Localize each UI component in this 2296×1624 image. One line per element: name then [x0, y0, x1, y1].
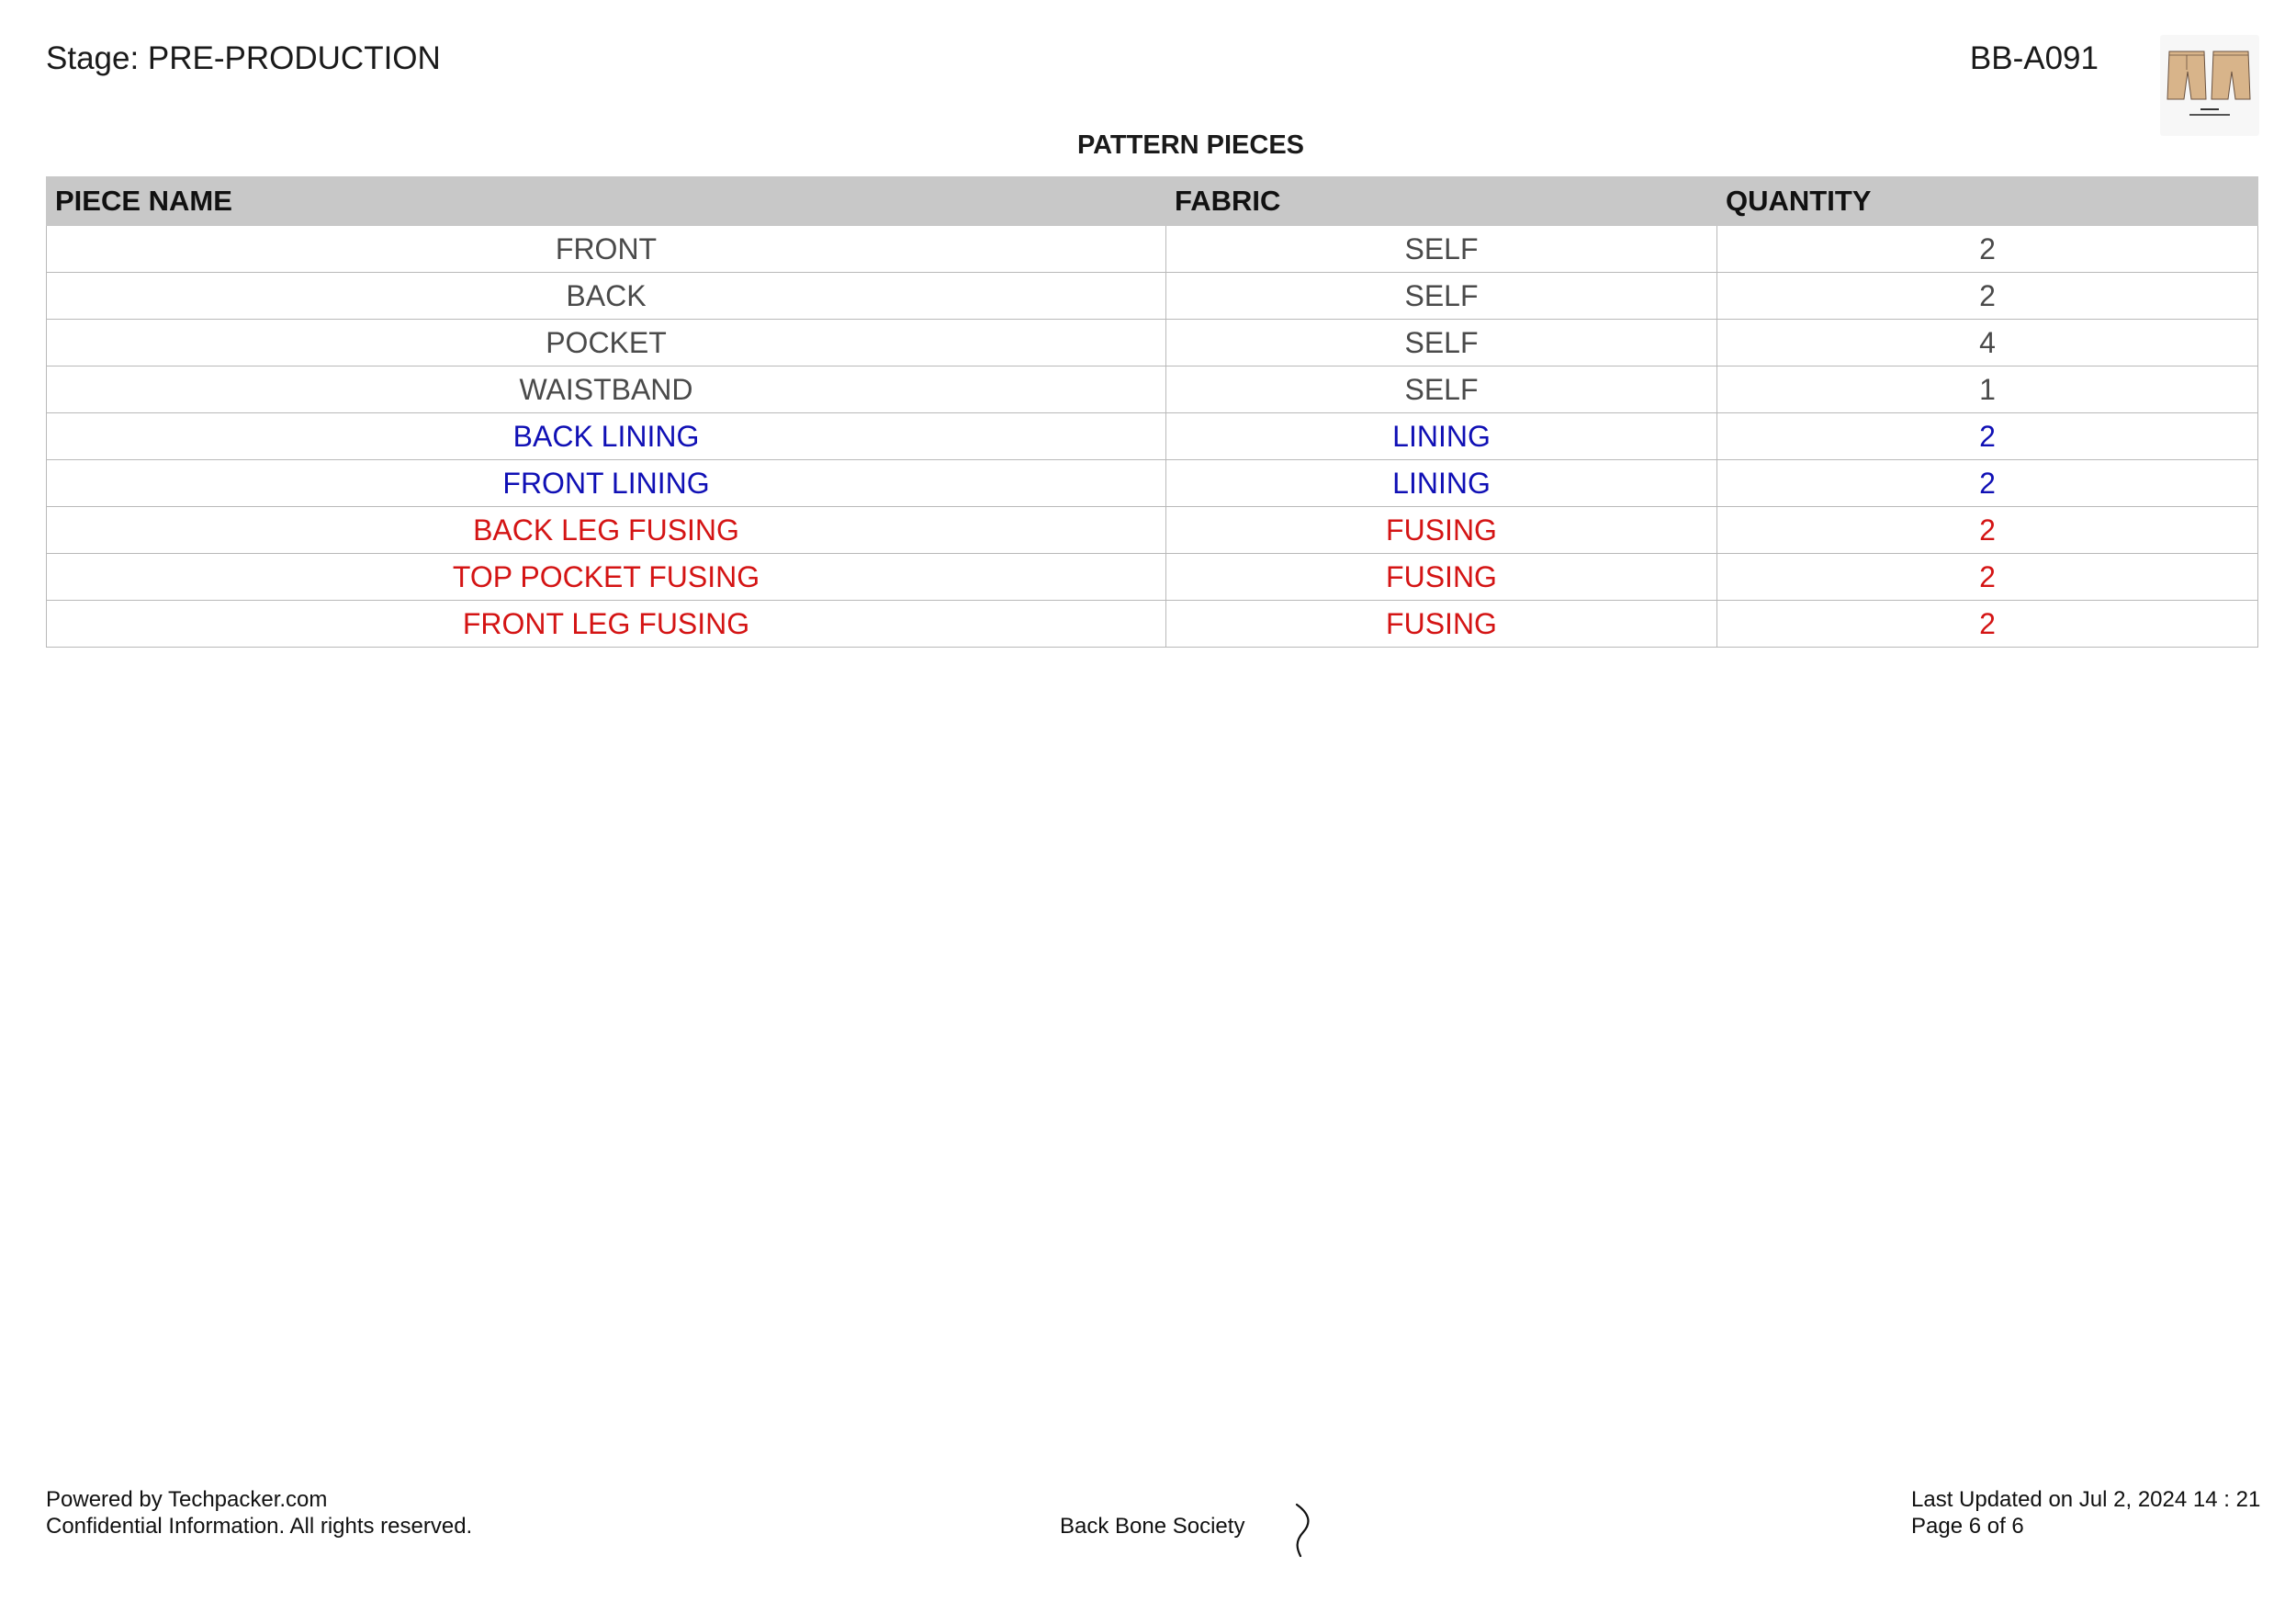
cell-piece-name: FRONT	[47, 226, 1166, 273]
table-row	[47, 507, 2258, 554]
cell-quantity: 2	[1717, 601, 2258, 648]
cell-quantity: 2	[1717, 226, 2258, 273]
table-row	[47, 320, 2258, 367]
confidential-text: Confidential Information. All rights reserved.	[46, 1514, 473, 1539]
page-number-text: Page 6 of 6	[1911, 1514, 2024, 1539]
table-header-row	[47, 177, 2258, 226]
cell-fabric: FUSING	[1166, 601, 1717, 648]
cell-fabric: FUSING	[1166, 554, 1717, 601]
cell-piece-name: WAISTBAND	[47, 367, 1166, 413]
footer-right	[1911, 1486, 2260, 1539]
cell-quantity: 4	[1717, 320, 2258, 367]
cell-piece-name: BACK LEG FUSING	[47, 507, 1166, 554]
company-name: Back Bone Society	[1060, 1514, 1245, 1539]
footer-left	[46, 1486, 472, 1539]
last-updated-text: Last Updated on Jul 2, 2024 14 : 21	[1911, 1487, 2261, 1512]
cell-piece-name: POCKET	[47, 320, 1166, 367]
column-header-quantity: QUANTITY	[1717, 177, 2258, 226]
cell-piece-name: BACK LINING	[47, 413, 1166, 460]
pattern-pieces-table	[46, 176, 2258, 648]
cell-piece-name: BACK	[47, 273, 1166, 320]
cell-quantity: 2	[1717, 413, 2258, 460]
cell-fabric: SELF	[1166, 273, 1717, 320]
cell-quantity: 2	[1717, 273, 2258, 320]
column-header-piece-name: PIECE NAME	[47, 177, 1166, 226]
squiggle-logo-icon	[1289, 1503, 1317, 1562]
shorts-sketch-icon	[2160, 35, 2259, 136]
table-row	[47, 554, 2258, 601]
cell-fabric: LINING	[1166, 413, 1717, 460]
cell-quantity: 2	[1717, 460, 2258, 507]
table-row	[47, 367, 2258, 413]
cell-quantity: 2	[1717, 507, 2258, 554]
table-row	[47, 273, 2258, 320]
cell-fabric: SELF	[1166, 320, 1717, 367]
cell-piece-name: FRONT LINING	[47, 460, 1166, 507]
table-row	[47, 460, 2258, 507]
section-title: PATTERN PIECES	[1076, 130, 1305, 160]
cell-fabric: FUSING	[1166, 507, 1717, 554]
table-row	[47, 413, 2258, 460]
cell-piece-name: FRONT LEG FUSING	[47, 601, 1166, 648]
column-header-fabric: FABRIC	[1166, 177, 1717, 226]
stage-label: Stage: PRE-PRODUCTION	[46, 40, 441, 76]
style-number: BB-A091	[1969, 40, 2099, 76]
table-row	[47, 226, 2258, 273]
table-row	[47, 601, 2258, 648]
cell-fabric: SELF	[1166, 367, 1717, 413]
powered-by-text: Powered by Techpacker.com	[46, 1487, 328, 1512]
cell-piece-name: TOP POCKET FUSING	[47, 554, 1166, 601]
cell-fabric: LINING	[1166, 460, 1717, 507]
cell-quantity: 2	[1717, 554, 2258, 601]
cell-fabric: SELF	[1166, 226, 1717, 273]
product-thumbnail	[2160, 35, 2259, 136]
cell-quantity: 1	[1717, 367, 2258, 413]
